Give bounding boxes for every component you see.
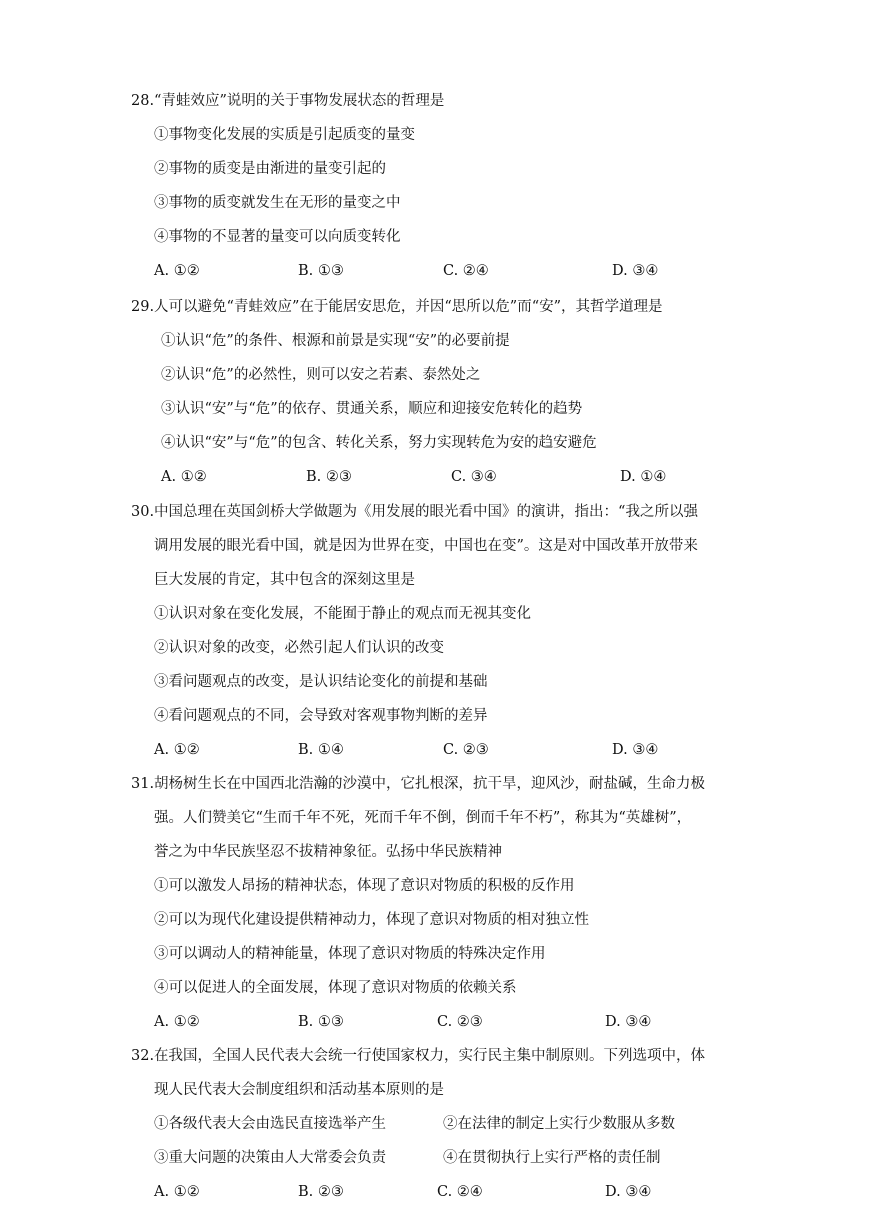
statement-item: ②可以为现代化建设提供精神动力，体现了意识对物质的相对独立性 bbox=[154, 912, 589, 928]
statement-item: ③看问题观点的改变，是认识结论变化的前提和基础 bbox=[154, 674, 488, 690]
statement-item: ③事物的质变就发生在无形的量变之中 bbox=[154, 195, 401, 211]
statement-item: ③可以调动人的精神能量，体现了意识对物质的特殊决定作用 bbox=[154, 946, 546, 962]
statement-item: ①事物变化发展的实质是引起质变的量变 bbox=[154, 127, 415, 143]
statement-item: ③重大问题的决策由人大常委会负责 bbox=[154, 1150, 386, 1166]
option-b: B. ②③ bbox=[306, 469, 352, 485]
option-c: C. ②④ bbox=[437, 1184, 483, 1200]
question-stem: 誉之为中华民族坚忍不拔精神象征。弘扬中华民族精神 bbox=[154, 844, 502, 860]
option-d: D. ①④ bbox=[620, 469, 667, 485]
option-b: B. ①③ bbox=[298, 1014, 344, 1030]
option-c: C. ②③ bbox=[443, 742, 489, 758]
statement-item: ④认识“安”与“危”的包含、转化关系，努力实现转危为安的趋安避危 bbox=[161, 435, 597, 451]
option-a: A. ①② bbox=[154, 263, 200, 279]
option-c: C. ②④ bbox=[443, 263, 489, 279]
statement-item: ①认识对象在变化发展，不能囿于静止的观点而无视其变化 bbox=[154, 606, 531, 622]
question-stem: 调用发展的眼光看中国，就是因为世界在变，中国也在变”。这是对中国改革开放带来 bbox=[154, 538, 698, 554]
question-stem: 现人民代表大会制度组织和活动基本原则的是 bbox=[154, 1082, 444, 1098]
statement-item: ①各级代表大会由选民直接选举产生 bbox=[154, 1116, 386, 1132]
statement-item: ②事物的质变是由渐进的量变引起的 bbox=[154, 161, 386, 177]
statement-item: ④可以促进人的全面发展，体现了意识对物质的依赖关系 bbox=[154, 980, 517, 996]
question-stem: 32.在我国，全国人民代表大会统一行使国家权力，实行民主集中制原则。下列选项中，体 bbox=[131, 1048, 706, 1064]
option-b: B. ①③ bbox=[298, 263, 344, 279]
statement-item: ③认识“安”与“危”的依存、贯通关系，顺应和迎接安危转化的趋势 bbox=[161, 401, 583, 417]
option-a: A. ①② bbox=[154, 1184, 200, 1200]
option-a: A. ①② bbox=[154, 742, 200, 758]
option-a: A. ①② bbox=[154, 1014, 200, 1030]
option-b: B. ②③ bbox=[298, 1184, 344, 1200]
question-stem: 31.胡杨树生长在中国西北浩瀚的沙漠中，它扎根深，抗干旱，迎风沙，耐盐碱，生命力极 bbox=[131, 776, 706, 792]
statement-item: ②认识“危”的必然性，则可以安之若素、泰然处之 bbox=[161, 367, 481, 383]
option-d: D. ③④ bbox=[612, 742, 659, 758]
question-stem: 强。人们赞美它“生而千年不死，死而千年不倒，倒而千年不朽”，称其为“英雄树”， bbox=[154, 810, 692, 826]
statement-item: ①认识“危”的条件、根源和前景是实现“安”的必要前提 bbox=[161, 333, 510, 349]
question-stem: 30.中国总理在英国剑桥大学做题为《用发展的眼光看中国》的演讲，指出：“我之所以强 bbox=[131, 504, 698, 520]
option-d: D. ③④ bbox=[605, 1184, 652, 1200]
question-stem: 28.“青蛙效应”说明的关于事物发展状态的哲理是 bbox=[131, 93, 445, 109]
option-a: A. ①② bbox=[161, 469, 207, 485]
option-c: C. ②③ bbox=[437, 1014, 483, 1030]
statement-item: ①可以激发人昂扬的精神状态，体现了意识对物质的积极的反作用 bbox=[154, 878, 575, 894]
option-d: D. ③④ bbox=[605, 1014, 652, 1030]
option-b: B. ①④ bbox=[298, 742, 344, 758]
question-stem: 29.人可以避免“青蛙效应”在于能居安思危，并因“思所以危”而“安”，其哲学道理是 bbox=[131, 299, 663, 315]
statement-item: ④事物的不显著的量变可以向质变转化 bbox=[154, 229, 401, 245]
statement-item: ②认识对象的改变，必然引起人们认识的改变 bbox=[154, 640, 444, 656]
option-c: C. ③④ bbox=[451, 469, 497, 485]
question-stem: 巨大发展的肯定，其中包含的深刻这里是 bbox=[154, 572, 415, 588]
statement-item: ④看问题观点的不同，会导致对客观事物判断的差异 bbox=[154, 708, 488, 724]
statement-item: ②在法律的制定上实行少数服从多数 bbox=[443, 1116, 675, 1132]
statement-item: ④在贯彻执行上实行严格的责任制 bbox=[443, 1150, 661, 1166]
option-d: D. ③④ bbox=[612, 263, 659, 279]
